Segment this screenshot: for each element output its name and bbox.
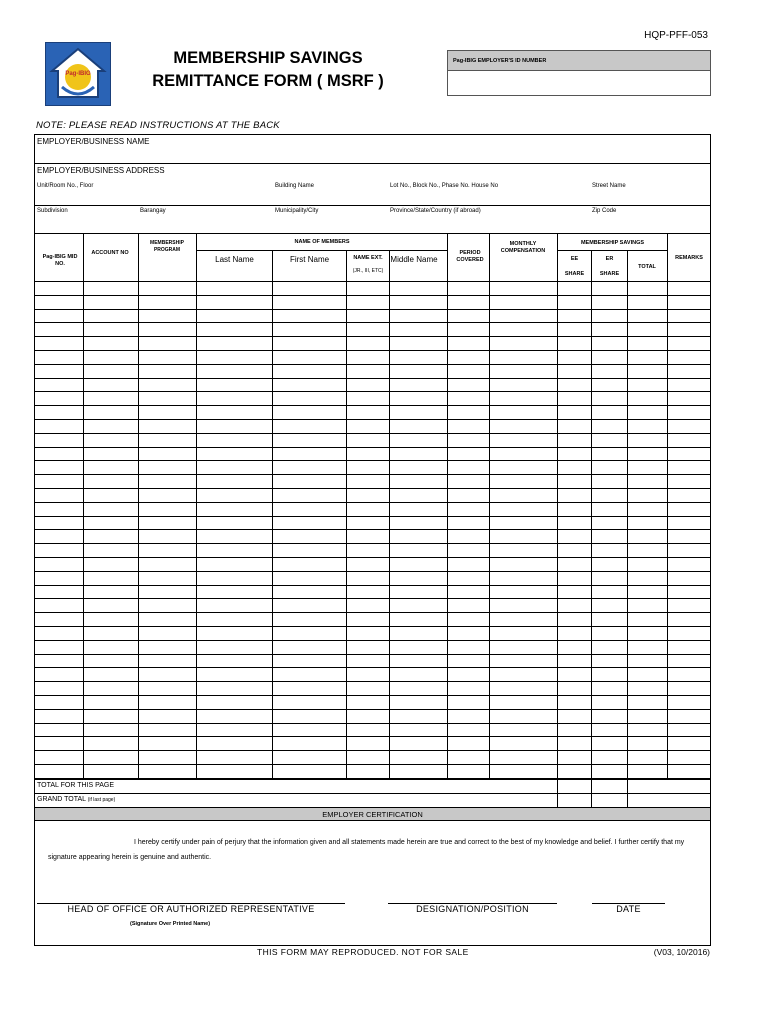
col-name-ext: NAME EXT. xyxy=(353,255,383,261)
grand-total-text: GRAND TOTAL xyxy=(37,796,86,803)
table-row-line xyxy=(34,391,711,392)
column-divider xyxy=(627,251,628,807)
column-divider xyxy=(489,234,490,779)
column-divider xyxy=(591,251,592,807)
col-er: ER xyxy=(605,256,614,262)
column-divider xyxy=(272,251,273,779)
col-name-ext-sub: (JR., III, ETC) xyxy=(352,268,384,274)
table-row-line xyxy=(34,654,711,655)
col-last-name: Last Name xyxy=(215,255,254,264)
table-row-line xyxy=(34,723,711,724)
column-divider xyxy=(557,234,558,807)
table-row-line xyxy=(34,764,711,765)
column-divider xyxy=(667,234,668,779)
col-er-share: SHARE xyxy=(599,271,620,277)
lot-label: Lot No., Block No., Phase No. House No xyxy=(390,183,499,189)
table-row-line xyxy=(34,709,711,710)
col-monthly-compensation: MONTHLY COMPENSATION xyxy=(500,241,546,254)
col-membership-savings: MEMBERSHIP SAVINGS xyxy=(580,240,645,246)
building-label: Building Name xyxy=(275,183,315,189)
street-label: Street Name xyxy=(592,183,626,189)
table-row-line xyxy=(34,695,711,696)
col-period-covered: PERIOD COVERED xyxy=(456,250,484,263)
total-page-total[interactable] xyxy=(628,780,710,792)
form-code: HQP-PFF-053 xyxy=(644,30,708,41)
province-label: Province/State/Country (if abroad) xyxy=(390,208,481,214)
col-name-of-members: NAME OF MEMBERS xyxy=(294,239,350,245)
employer-name-field[interactable] xyxy=(36,148,709,162)
unit-label: Unit/Room No., Floor xyxy=(37,183,94,189)
col-membership-program: MEMBERSHIP PROGRAM xyxy=(150,240,184,253)
designation-label: DESIGNATION/POSITION xyxy=(416,904,529,914)
footer-text: THIS FORM MAY REPRODUCED. NOT FOR SALE xyxy=(257,947,469,957)
table-row-line xyxy=(34,681,711,682)
table-row-line xyxy=(34,488,711,489)
table-row-line xyxy=(34,447,711,448)
column-divider xyxy=(83,234,84,779)
table-row-line xyxy=(34,667,711,668)
table-row-line xyxy=(34,543,711,544)
table-row-line xyxy=(34,640,711,641)
table-row-line xyxy=(34,364,711,365)
zip-label: Zip Code xyxy=(592,208,617,214)
col-remarks: REMARKS xyxy=(675,255,703,261)
table-row-line xyxy=(34,474,711,475)
column-divider xyxy=(138,234,139,779)
date-label: DATE xyxy=(616,904,641,914)
signature-head-label: HEAD OF OFFICE OR AUTHORIZED REPRESENTATIVE xyxy=(67,904,315,914)
col-ee-share: SHARE xyxy=(564,271,585,277)
table-row-line xyxy=(34,405,711,406)
table-row-line xyxy=(34,585,711,586)
table-row-line xyxy=(34,460,711,461)
municipality-label: Municipality/City xyxy=(275,208,319,214)
col-account-no: ACCOUNT NO xyxy=(91,250,129,256)
table-row-line xyxy=(34,516,711,517)
employer-address-label: EMPLOYER/BUSINESS ADDRESS xyxy=(37,166,165,175)
table-row-line xyxy=(34,419,711,420)
employer-name-label: EMPLOYER/BUSINESS NAME xyxy=(37,137,150,146)
barangay-label: Barangay xyxy=(140,208,166,214)
table-row-line xyxy=(34,322,711,323)
table-header-bottom xyxy=(34,281,711,282)
employer-id-field[interactable] xyxy=(448,71,710,96)
table-row-line xyxy=(34,750,711,751)
col-middle-name: Middle Name xyxy=(390,255,438,264)
grand-total-sub: (if last page) xyxy=(87,797,116,803)
column-divider xyxy=(346,251,347,779)
table-row-line xyxy=(34,378,711,379)
table-row-line xyxy=(34,571,711,572)
pag-ibig-logo xyxy=(45,42,111,106)
instructions-note: NOTE: PLEASE READ INSTRUCTIONS AT THE BACK xyxy=(36,120,280,131)
table-row-line xyxy=(34,433,711,434)
column-divider xyxy=(389,251,390,779)
form-title-line1: MEMBERSHIP SAVINGS xyxy=(173,49,363,67)
employer-id-label: Pag-IBIG EMPLOYER'S ID NUMBER xyxy=(448,51,710,71)
table-row-line xyxy=(34,736,711,737)
column-divider xyxy=(447,234,448,779)
table-row-line xyxy=(34,309,711,310)
form-version: (V03, 10/2016) xyxy=(653,947,710,957)
form-title-line2: REMITTANCE FORM ( MSRF ) xyxy=(152,72,384,90)
table-row-line xyxy=(34,557,711,558)
table-row-line xyxy=(34,626,711,627)
col-first-name: First Name xyxy=(289,255,330,264)
column-divider xyxy=(196,234,197,779)
total-page-er[interactable] xyxy=(592,780,627,792)
total-page-ee[interactable] xyxy=(558,780,591,792)
table-row-line xyxy=(34,350,711,351)
table-row-line xyxy=(34,336,711,337)
table-row-line xyxy=(34,598,711,599)
col-ee: EE xyxy=(570,256,579,262)
table-row-line xyxy=(34,502,711,503)
grand-total-label xyxy=(37,796,115,803)
certification-title: EMPLOYER CERTIFICATION xyxy=(35,807,710,821)
logo-text: Pag-IBIG xyxy=(65,71,91,77)
col-total: TOTAL xyxy=(638,264,656,270)
table-row-line xyxy=(34,612,711,613)
certification-text: I hereby certify under pain of perjury that the information given and all statements made herein are true and correct to the best of my knowledge and belief. I further certify that my signature appearing herein is genuine and authentic. xyxy=(48,839,685,861)
col-mid-no: Pag-IBIG MID NO. xyxy=(42,254,78,267)
table-row-line xyxy=(34,295,711,296)
employer-id-box xyxy=(447,50,711,96)
total-page-label: TOTAL FOR THIS PAGE xyxy=(37,782,115,789)
table-row-line xyxy=(34,529,711,530)
subdivision-label: Subdivision xyxy=(37,208,68,214)
member-rows[interactable] xyxy=(34,281,711,793)
signature-sub-label: (Signature Over Printed Name) xyxy=(130,921,211,927)
